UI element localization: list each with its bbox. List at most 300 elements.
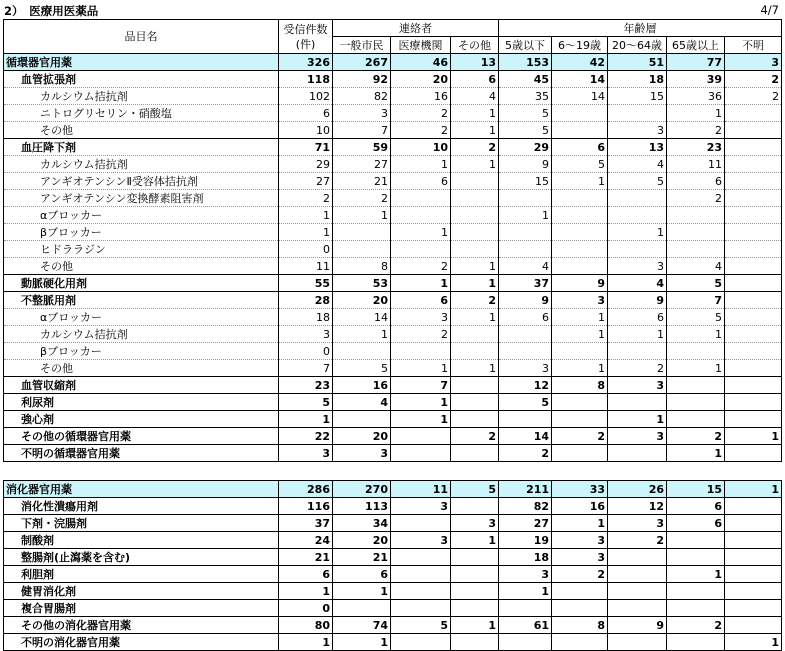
cell-value — [725, 532, 782, 549]
cell-value: 20 — [333, 292, 391, 309]
cell-value: 2 — [667, 122, 725, 139]
cell-value — [667, 634, 725, 651]
cell-value: 7 — [333, 122, 391, 139]
cell-value: 46 — [391, 54, 451, 71]
cell-value: 27 — [333, 156, 391, 173]
cell-value: 13 — [608, 139, 667, 156]
cell-value — [608, 241, 667, 258]
cell-value: 5 — [499, 122, 552, 139]
row-label: αブロッカー — [4, 207, 279, 224]
col-header-received — [279, 20, 333, 54]
cell-value: 1 — [279, 411, 333, 428]
cell-value: 18 — [499, 549, 552, 566]
cell-value: 3 — [333, 105, 391, 122]
row-label: βブロッカー — [4, 343, 279, 360]
col-header-received-line1: 受信件数 — [283, 22, 328, 36]
cell-value: 1 — [667, 566, 725, 583]
cell-value — [499, 343, 552, 360]
cell-value — [667, 394, 725, 411]
cell-value — [451, 445, 499, 462]
cell-value: 3 — [279, 445, 333, 462]
row-label: 利胆剤 — [4, 566, 279, 583]
cell-value — [552, 241, 608, 258]
subcategory-row — [4, 71, 782, 88]
cell-value: 3 — [552, 549, 608, 566]
cell-value: 27 — [499, 515, 552, 532]
cell-value — [608, 462, 667, 481]
cell-value — [391, 445, 451, 462]
cell-value: 0 — [279, 600, 333, 617]
cell-value: 1 — [608, 411, 667, 428]
cell-value: 2 — [333, 190, 391, 207]
cell-value: 113 — [333, 498, 391, 515]
cell-value: 3 — [608, 122, 667, 139]
item-row — [4, 156, 782, 173]
cell-value: 2 — [725, 88, 782, 105]
cell-value: 2 — [279, 190, 333, 207]
cell-value: 20 — [333, 428, 391, 445]
cell-value: 1 — [391, 275, 451, 292]
cell-value: 102 — [279, 88, 333, 105]
cell-value: 39 — [667, 71, 725, 88]
cell-value: 4 — [499, 258, 552, 275]
item-row — [4, 326, 782, 343]
cell-value: 1 — [451, 156, 499, 173]
cell-value: 9 — [552, 275, 608, 292]
subcategory-row — [4, 549, 782, 566]
cell-value — [608, 394, 667, 411]
cell-value — [499, 600, 552, 617]
col-group-contact: 連絡者 — [333, 20, 499, 37]
cell-value: 6 — [667, 173, 725, 190]
cell-value: 10 — [279, 122, 333, 139]
cell-value — [451, 173, 499, 190]
cell-value: 6 — [279, 566, 333, 583]
cell-value — [391, 583, 451, 600]
cell-value — [608, 445, 667, 462]
cell-value — [725, 275, 782, 292]
cell-value: 15 — [608, 88, 667, 105]
cell-value: 35 — [499, 88, 552, 105]
cell-value — [391, 566, 451, 583]
cell-value — [499, 411, 552, 428]
cell-value — [725, 309, 782, 326]
cell-value: 6 — [451, 71, 499, 88]
cell-value: 1 — [552, 309, 608, 326]
row-label: 血管収縮剤 — [4, 377, 279, 394]
cell-value: 211 — [499, 481, 552, 498]
cell-value: 2 — [667, 617, 725, 634]
subcategory-row — [4, 377, 782, 394]
cell-value: 12 — [608, 498, 667, 515]
cell-value: 2 — [667, 190, 725, 207]
cell-value — [552, 600, 608, 617]
row-label: 血管拡張剤 — [4, 71, 279, 88]
cell-value: 71 — [279, 139, 333, 156]
cell-value — [667, 241, 725, 258]
cell-value: 2 — [391, 326, 451, 343]
subcategory-row — [4, 445, 782, 462]
cell-value — [667, 532, 725, 549]
cell-value: 5 — [667, 275, 725, 292]
row-label: その他の循環器官用薬 — [4, 428, 279, 445]
cell-value — [391, 515, 451, 532]
cell-value — [391, 634, 451, 651]
cell-value — [552, 445, 608, 462]
cell-value — [667, 377, 725, 394]
item-row — [4, 173, 782, 190]
cell-value — [725, 617, 782, 634]
cell-value — [725, 224, 782, 241]
cell-value — [451, 583, 499, 600]
cell-value: 4 — [608, 275, 667, 292]
cell-value: 6 — [333, 566, 391, 583]
cell-value: 116 — [279, 498, 333, 515]
row-label: アンギオテンシン変換酵素阻害剤 — [4, 190, 279, 207]
cell-value — [725, 600, 782, 617]
cell-value: 1 — [451, 309, 499, 326]
item-row — [4, 122, 782, 139]
cell-value — [333, 600, 391, 617]
item-row — [4, 88, 782, 105]
cell-value: 1 — [499, 207, 552, 224]
cell-value: 3 — [608, 258, 667, 275]
cell-value: 77 — [667, 54, 725, 71]
cell-value: 61 — [499, 617, 552, 634]
statistics-table — [3, 19, 782, 651]
cell-value: 267 — [333, 54, 391, 71]
item-row — [4, 360, 782, 377]
cell-value — [451, 326, 499, 343]
category-row — [4, 481, 782, 498]
row-label: 複合胃腸剤 — [4, 600, 279, 617]
cell-value: 1 — [391, 394, 451, 411]
cell-value: 3 — [499, 566, 552, 583]
row-label: 健胃消化剤 — [4, 583, 279, 600]
cell-value: 37 — [499, 275, 552, 292]
cell-value: 82 — [499, 498, 552, 515]
col-header-age: 65歳以上 — [667, 37, 725, 54]
cell-value — [333, 241, 391, 258]
cell-value: 11 — [279, 258, 333, 275]
subcategory-row — [4, 139, 782, 156]
row-label: その他 — [4, 122, 279, 139]
cell-value — [725, 411, 782, 428]
cell-value: 6 — [667, 498, 725, 515]
col-header-age: 5歳以下 — [499, 37, 552, 54]
cell-value: 1 — [725, 634, 782, 651]
cell-value: 14 — [552, 88, 608, 105]
subcategory-row — [4, 583, 782, 600]
cell-value — [667, 207, 725, 224]
cell-value: 3 — [279, 326, 333, 343]
cell-value — [451, 241, 499, 258]
cell-value: 55 — [279, 275, 333, 292]
category-row — [4, 54, 782, 71]
cell-value: 11 — [391, 481, 451, 498]
cell-value: 23 — [667, 139, 725, 156]
col-header-age: 不明 — [725, 37, 782, 54]
cell-value: 1 — [391, 224, 451, 241]
cell-value — [667, 343, 725, 360]
cell-value: 7 — [279, 360, 333, 377]
cell-value — [391, 549, 451, 566]
cell-value: 1 — [333, 583, 391, 600]
cell-value: 53 — [333, 275, 391, 292]
item-row — [4, 343, 782, 360]
cell-value: 3 — [391, 532, 451, 549]
cell-value: 5 — [451, 481, 499, 498]
cell-value — [333, 343, 391, 360]
cell-value: 1 — [333, 207, 391, 224]
cell-value — [552, 258, 608, 275]
row-label: 利尿剤 — [4, 394, 279, 411]
row-label: 動脈硬化用剤 — [4, 275, 279, 292]
row-label: その他の消化器官用薬 — [4, 617, 279, 634]
cell-value: 1 — [333, 634, 391, 651]
cell-value: 3 — [608, 428, 667, 445]
cell-value: 42 — [552, 54, 608, 71]
cell-value: 118 — [279, 71, 333, 88]
cell-value: 92 — [333, 71, 391, 88]
row-label: カルシウム拮抗剤 — [4, 156, 279, 173]
row-label: ニトログリセリン・硝酸塩 — [4, 105, 279, 122]
cell-value: 36 — [667, 88, 725, 105]
col-header-name: 品目名 — [4, 20, 279, 54]
subcategory-row — [4, 498, 782, 515]
cell-value — [725, 292, 782, 309]
cell-value — [499, 190, 552, 207]
cell-value: 14 — [552, 71, 608, 88]
cell-value — [667, 549, 725, 566]
cell-value — [451, 377, 499, 394]
cell-value: 74 — [333, 617, 391, 634]
cell-value — [552, 207, 608, 224]
col-header-contact: その他 — [451, 37, 499, 54]
cell-value: 82 — [333, 88, 391, 105]
cell-value — [725, 122, 782, 139]
item-row — [4, 241, 782, 258]
cell-value: 326 — [279, 54, 333, 71]
cell-value: 9 — [499, 292, 552, 309]
cell-value — [725, 377, 782, 394]
cell-value — [499, 462, 552, 481]
row-label: 強心剤 — [4, 411, 279, 428]
cell-value — [667, 600, 725, 617]
cell-value — [725, 139, 782, 156]
cell-value: 14 — [333, 309, 391, 326]
cell-value: 1 — [608, 326, 667, 343]
cell-value — [499, 634, 552, 651]
cell-value: 4 — [667, 258, 725, 275]
cell-value: 2 — [451, 139, 499, 156]
cell-value: 29 — [279, 156, 333, 173]
cell-value — [391, 207, 451, 224]
row-label: 不明の循環器官用薬 — [4, 445, 279, 462]
spacer-row — [4, 462, 782, 481]
cell-value — [499, 326, 552, 343]
row-label: カルシウム拮抗剤 — [4, 326, 279, 343]
cell-value: 6 — [667, 515, 725, 532]
cell-value — [725, 207, 782, 224]
cell-value: 1 — [279, 583, 333, 600]
row-label: カルシウム拮抗剤 — [4, 88, 279, 105]
cell-value: 4 — [608, 156, 667, 173]
row-label: 整腸剤(止瀉薬を含む) — [4, 549, 279, 566]
row-label: αブロッカー — [4, 309, 279, 326]
cell-value: 7 — [391, 377, 451, 394]
cell-value — [391, 462, 451, 481]
cell-value: 5 — [667, 309, 725, 326]
cell-value: 9 — [499, 156, 552, 173]
cell-value: 45 — [499, 71, 552, 88]
row-label — [4, 462, 279, 481]
cell-value — [451, 190, 499, 207]
cell-value: 3 — [333, 445, 391, 462]
cell-value: 3 — [608, 515, 667, 532]
subcategory-row — [4, 292, 782, 309]
cell-value — [667, 462, 725, 481]
cell-value — [451, 566, 499, 583]
cell-value — [667, 411, 725, 428]
row-label: ヒドララジン — [4, 241, 279, 258]
cell-value — [725, 241, 782, 258]
col-header-received-line2: (件) — [295, 37, 316, 51]
cell-value: 2 — [451, 292, 499, 309]
cell-value: 51 — [608, 54, 667, 71]
cell-value — [391, 600, 451, 617]
cell-value: 3 — [552, 292, 608, 309]
cell-value: 20 — [391, 71, 451, 88]
cell-value: 8 — [552, 617, 608, 634]
cell-value: 5 — [608, 173, 667, 190]
cell-value: 2 — [608, 360, 667, 377]
cell-value: 1 — [725, 481, 782, 498]
cell-value — [608, 583, 667, 600]
cell-value — [725, 394, 782, 411]
cell-value: 1 — [552, 360, 608, 377]
cell-value: 5 — [552, 156, 608, 173]
cell-value: 3 — [499, 360, 552, 377]
col-header-age: 20～64歳 — [608, 37, 667, 54]
cell-value — [608, 566, 667, 583]
cell-value: 2 — [608, 532, 667, 549]
cell-value: 0 — [279, 343, 333, 360]
item-row — [4, 207, 782, 224]
cell-value — [725, 549, 782, 566]
cell-value — [451, 343, 499, 360]
row-label: アンギオテンシンⅡ受容体拮抗剤 — [4, 173, 279, 190]
cell-value: 1 — [667, 360, 725, 377]
cell-value — [391, 343, 451, 360]
subcategory-row — [4, 515, 782, 532]
subcategory-row — [4, 394, 782, 411]
table-body — [4, 54, 782, 651]
row-label: その他 — [4, 360, 279, 377]
cell-value: 1 — [608, 224, 667, 241]
cell-value — [608, 207, 667, 224]
cell-value: 5 — [333, 360, 391, 377]
col-header-age: 6～19歳 — [552, 37, 608, 54]
cell-value: 1 — [451, 360, 499, 377]
subcategory-row — [4, 634, 782, 651]
cell-value: 1 — [552, 173, 608, 190]
cell-value: 80 — [279, 617, 333, 634]
row-label: 不明の消化器官用薬 — [4, 634, 279, 651]
cell-value: 153 — [499, 54, 552, 71]
row-label: 制酸剤 — [4, 532, 279, 549]
cell-value — [451, 600, 499, 617]
subcategory-row — [4, 617, 782, 634]
item-row — [4, 105, 782, 122]
cell-value — [499, 224, 552, 241]
cell-value: 15 — [499, 173, 552, 190]
cell-value — [451, 462, 499, 481]
cell-value — [725, 515, 782, 532]
page-header — [4, 3, 779, 17]
row-label: βブロッカー — [4, 224, 279, 241]
cell-value — [451, 394, 499, 411]
cell-value — [608, 190, 667, 207]
cell-value: 16 — [391, 88, 451, 105]
cell-value: 4 — [333, 394, 391, 411]
cell-value — [725, 190, 782, 207]
cell-value: 2 — [391, 258, 451, 275]
cell-value: 6 — [391, 173, 451, 190]
cell-value: 1 — [499, 583, 552, 600]
cell-value: 1 — [391, 156, 451, 173]
cell-value — [608, 549, 667, 566]
subcategory-row — [4, 275, 782, 292]
cell-value — [499, 241, 552, 258]
subcategory-row — [4, 600, 782, 617]
cell-value: 1 — [451, 617, 499, 634]
cell-value: 1 — [451, 105, 499, 122]
header-row-1 — [4, 20, 782, 37]
cell-value: 13 — [451, 54, 499, 71]
cell-value — [725, 583, 782, 600]
cell-value: 18 — [279, 309, 333, 326]
cell-value: 270 — [333, 481, 391, 498]
cell-value: 1 — [667, 445, 725, 462]
cell-value — [725, 343, 782, 360]
cell-value: 11 — [667, 156, 725, 173]
cell-value — [451, 549, 499, 566]
cell-value: 3 — [608, 377, 667, 394]
cell-value: 2 — [667, 428, 725, 445]
cell-value: 2 — [451, 428, 499, 445]
cell-value — [552, 343, 608, 360]
col-header-contact: 医療機関 — [391, 37, 451, 54]
cell-value: 1 — [552, 326, 608, 343]
subcategory-row — [4, 532, 782, 549]
cell-value: 3 — [391, 498, 451, 515]
cell-value — [552, 224, 608, 241]
cell-value: 0 — [279, 241, 333, 258]
cell-value: 2 — [391, 122, 451, 139]
cell-value: 20 — [333, 532, 391, 549]
cell-value: 8 — [333, 258, 391, 275]
cell-value: 37 — [279, 515, 333, 532]
cell-value: 1 — [279, 224, 333, 241]
cell-value: 9 — [608, 292, 667, 309]
cell-value: 18 — [608, 71, 667, 88]
cell-value: 1 — [451, 532, 499, 549]
cell-value: 22 — [279, 428, 333, 445]
cell-value: 1 — [725, 428, 782, 445]
cell-value: 29 — [499, 139, 552, 156]
item-row — [4, 309, 782, 326]
